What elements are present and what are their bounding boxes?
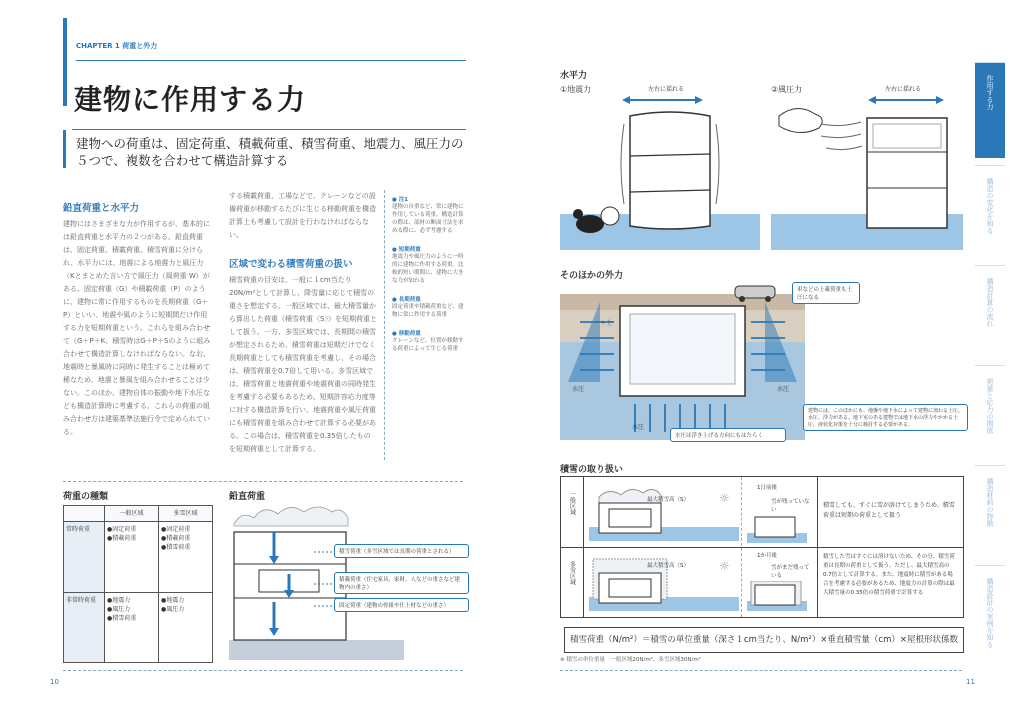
wind-arrow-label: 左右に揺れる [885, 86, 922, 93]
sun-icon: ☼ [719, 491, 730, 505]
snow-row-divider [583, 547, 963, 548]
note-item [392, 295, 468, 319]
note-text: 建物の自重など、常に建物に作用している荷重。構造計算の際は、部材の断面寸法を求める際に、必ず考慮する [392, 204, 464, 234]
snow-snowy-text: 積雪した雪はすぐには溶けないため、その分、積雪荷重は長期の荷重として扱う。ただし、最大積雪高の0.7倍として計算する。また、地震時に積雪がある場合を考慮する必要があるため、地震力の計算の際は最大積雪量の0.35倍の積雪荷重で計算する [823, 554, 955, 596]
other-force-diagram [560, 282, 805, 442]
wind-diagram [771, 94, 963, 250]
lead-accent-bar [63, 130, 66, 168]
vertical-loads-heading: 鉛直荷重 [229, 492, 266, 502]
water-bottom-label: 水圧 [632, 424, 645, 431]
cell-item: ●積載荷重 [161, 535, 191, 542]
side-tab[interactable] [975, 165, 1005, 261]
kinds-table-panel [63, 505, 213, 663]
kinds-heading: 荷重の種類 [63, 492, 109, 502]
table-cell [105, 592, 159, 663]
snow-general-day: 1日前後 [757, 485, 777, 491]
note-item [392, 329, 468, 353]
cell-item: ●地震力 [161, 596, 185, 604]
table-cell [105, 522, 159, 593]
left-accent-bar [63, 18, 67, 106]
snow-snowy-after-diagram [747, 581, 807, 611]
section-divider [63, 481, 463, 482]
page-number-right: 11 [966, 678, 975, 686]
snow-row-label: 一般区域 [568, 491, 576, 515]
snow-load-callout: 積雪荷重（多雪区域では長期の荷重とされる） [334, 544, 469, 558]
note-head: ● 注1 [392, 197, 409, 203]
wind-label: ②風圧力 [771, 85, 803, 94]
snow-footnote: ※ 積雪の単位重量 一般区域20N/m²、多雪区域30N/m² [560, 657, 701, 663]
footer-rule-left [63, 670, 463, 671]
cell-item: ●固定荷重 [161, 526, 191, 533]
other-force-heading: そのほかの外力 [560, 271, 624, 281]
side-tab-current[interactable] [975, 62, 1005, 158]
snow-general-after-diagram [747, 513, 807, 543]
row-label: 非常時荷重 [64, 592, 105, 663]
live-load-callout: 積載荷重（住宅家具、家財、人などの重さなど建物内の重さ） [334, 572, 469, 594]
page-title: 建物に作用する力 [74, 83, 307, 116]
side-tab-label: 荷重と応力の関係 [986, 378, 994, 434]
dead-load-callout: 固定荷重（建物の骨組や仕上材などの重さ） [334, 598, 469, 612]
section-heading-vertical-horizontal: 鉛直荷重と水平力 [63, 203, 140, 214]
table-header: 一般区域 [105, 506, 159, 522]
header-rule [76, 60, 466, 61]
note-text: 地震力や風圧力のように一時的に建物に作用する荷重。比較的短い期間に、建物に大きな力が加わる [392, 254, 464, 284]
section-heading-snow-zone: 区域で変わる積雪荷重の扱い [229, 259, 353, 270]
cell-item: ●風圧力 [107, 605, 131, 613]
body-column-2: 積雪荷重の目安は、一般に１cm当たり20N/m²として計算し、降雪量に応じて積雪の重さを想定する。一般区域では、最大積雪量から算出した荷重（積雪荷重〈S〉）を短期荷重として扱う。一方、多雪区域では、長期間の積雪が想定されるため、積雪荷重は短期だけでなく長期荷重としても積雪荷重を考慮し、その場合は、積雪荷重を0.7倍して用いる。多雪区域では、積雪荷重と地震荷重や地震荷重の同時発生を考慮する必要もあるため、短期許容応力度等に対する構造計算を行い、地震荷重や風圧荷重にも積雪荷重を組み合わせて計算する必要がある。この場合は、積雪荷重を0.35倍したものを短期荷重として計算する。 [229, 276, 377, 453]
side-tab[interactable] [975, 565, 1005, 661]
cell-item: ●固定荷重 [107, 526, 137, 533]
note-text: クレーンなど、位置が移動する荷重によって生じる荷重 [392, 338, 464, 352]
other-force-description: 建物には、このほかにも、地盤や地下水によって建物に加わる土圧、水圧、浮力がある。地下室のある建物では地下水の浮力やかかる土圧、液状化対策を十分に検討する必要がある。 [803, 404, 968, 431]
table-cell [159, 522, 213, 593]
snow-general-melt: 雪が残っていない [771, 499, 810, 513]
side-tab[interactable] [975, 265, 1005, 361]
cell-item: ●風圧力 [161, 605, 185, 613]
chapter-label: CHAPTER 1 荷重と外力 [76, 42, 158, 50]
snow-snowy-melt: 雪がまだ残っている [771, 565, 810, 579]
snow-handling-heading: 積雪の取り扱い [560, 465, 624, 475]
cell-item: ●積雪荷重 [107, 614, 137, 622]
cell-item: ●積雪荷重 [161, 544, 191, 551]
earthquake-label: ①地震力 [560, 85, 592, 94]
car-load-callout: 車などの上載荷重も土圧になる [792, 282, 860, 304]
earthquake-arrow-label: 左右に揺れる [648, 86, 685, 93]
note-item [392, 245, 468, 285]
body-column-1: 建物にはさまざまな力が作用するが、基本的には鉛直荷重と水平力の２つがある。鉛直荷重は、固定荷重、積載荷重、積雪荷重に分けられ、水平力には、地震による地震力と風圧力（Kとまとめた言い方で風圧力（風荷重 W）がある。固定荷重（G）や積載荷重（P）のように、建物に常に作用するものを長期荷重（G＋P）といい、地震や風のように短期間だけ作用する力を短期荷重という。これらを組み合わせて（G＋P＋K、積雪時はG＋P＋Sのように組み合わせて構造計算しなければならない。なお、地震時と暴風時に同時に発生することは極めて稀なため、地震と暴風を組み合わせることは少ない。このほか、建物自体の振動や地下水圧なども構造計算時に考慮する。これらの荷重の組み合わせ方は建築基準法施行令で定められている。 [63, 220, 211, 436]
cell-item: ●積載荷重 [107, 535, 137, 542]
note-head: ● 長期荷重 [392, 297, 421, 303]
snow-diagram-general [589, 483, 739, 543]
snow-load-formula: 積雪荷重（N/m²）＝積雪の単位重量（深さ１cm当たり、N/m²）×垂直積雪量（cm）×屋根形状係数 [564, 627, 964, 653]
water-left-label: 水圧 [572, 386, 585, 393]
note-head: ● 移動荷重 [392, 331, 421, 337]
snow-general-depth-label: 最大積雪高（S） [647, 497, 689, 503]
column-divider [384, 190, 385, 460]
body-column-2-top: する積載荷重、工場などで、クレーンなどの設備荷重が移動するたびに生じる移動荷重を構造計算上も考慮して設計を行わなければならない。 [229, 192, 376, 239]
snow-row-label: 多雪区域 [568, 561, 576, 585]
cell-item: ●地震力 [107, 596, 131, 604]
side-tab[interactable] [975, 365, 1005, 461]
page-number-left: 10 [50, 678, 59, 686]
side-tab-label: 作用する力 [986, 75, 994, 110]
table-cell [159, 592, 213, 663]
snow-col-divider [817, 477, 818, 617]
sun-icon: ☼ [719, 559, 730, 573]
footer-rule-right [560, 670, 962, 671]
table-header: 多雪区域 [159, 506, 213, 522]
side-tab-label: 構造の変化を知る [986, 178, 994, 234]
lead-text: 建物への荷重は、固定荷重、積載荷重、積雪荷重、地震力、風圧力の５つで、複数を合わせて構造計算する [76, 136, 464, 168]
snow-general-text: 積雪しても、すぐに雪が溶けてしまうため、積雪荷重は短期の荷重として扱う [823, 502, 955, 519]
side-tab-label: 構造計算の流れ [986, 278, 994, 327]
snow-row-label-cell [561, 477, 584, 548]
note-text: 固定荷重や積載荷重など、建物に常に作用する荷重 [392, 304, 464, 318]
uplift-callout: 水圧は浮き上げる方向にもはたらく [670, 428, 786, 442]
row-label: 常時荷重 [64, 522, 105, 593]
earthquake-diagram [560, 94, 760, 250]
snow-snowy-day: 1か月後 [757, 553, 777, 559]
kinds-table [63, 505, 213, 663]
note-item [392, 195, 468, 235]
side-tab-label: 構造材料の特徴 [986, 478, 994, 527]
water-right-label: 水圧 [777, 386, 790, 393]
snow-table [560, 476, 964, 618]
side-tab[interactable] [975, 465, 1005, 561]
lead-rule [72, 129, 466, 130]
snow-col-divider [741, 477, 742, 617]
snow-snowy-depth-label: 最大積雪高（S） [647, 563, 689, 569]
soil-plus-label: ＋土 [600, 320, 613, 327]
table-corner [64, 506, 105, 522]
notes-column [392, 195, 468, 353]
snow-row-label-cell [561, 547, 584, 617]
side-tab-label: 構造設計の実例を知る [986, 578, 994, 648]
horizontal-force-heading: 水平力 [560, 71, 588, 81]
note-head: ● 短期荷重 [392, 247, 421, 253]
